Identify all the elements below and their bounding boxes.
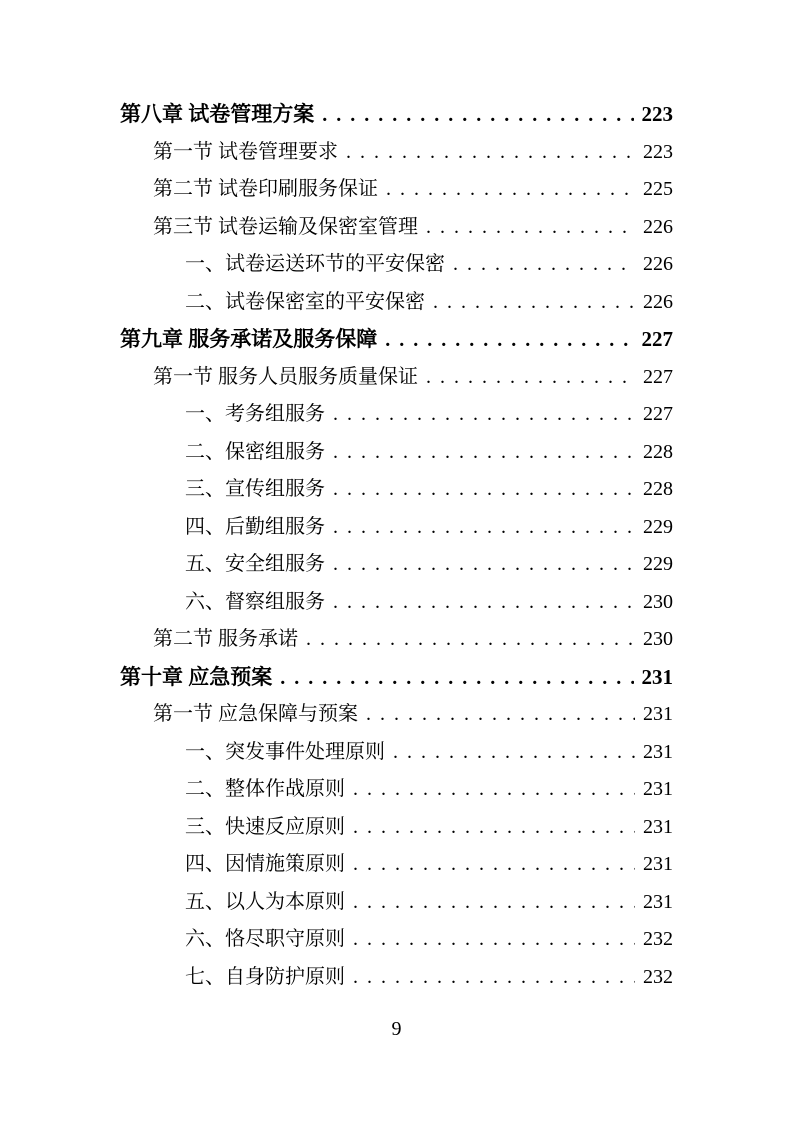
toc-entry-title: 第二节 试卷印刷服务保证	[153, 178, 378, 200]
dot-leader	[353, 809, 635, 847]
dot-leader	[385, 321, 633, 360]
toc-entry-page: 229	[643, 553, 673, 575]
toc-entry-title: 五、安全组服务	[185, 553, 325, 575]
toc-entry-title: 六、恪尽职守原则	[185, 928, 345, 950]
toc-entry-page: 230	[643, 590, 673, 613]
toc-entry-title: 三、快速反应原则	[185, 815, 345, 838]
dot-leader	[353, 921, 635, 959]
toc-entry-title: 四、因情施策原则	[185, 853, 345, 875]
dot-leader	[353, 771, 635, 809]
dot-leader	[433, 284, 635, 322]
dot-leader	[333, 396, 635, 434]
toc-entry-title: 一、突发事件处理原则	[185, 740, 385, 763]
toc-entry-item[interactable]	[120, 546, 673, 584]
toc-entry-page: 227	[643, 365, 673, 388]
toc-entry-page: 225	[643, 178, 673, 200]
toc-entry-item[interactable]	[120, 809, 673, 847]
toc-entry-item[interactable]	[120, 884, 673, 922]
toc-entry-item[interactable]	[120, 396, 673, 434]
toc-entry-page: 227	[641, 327, 673, 351]
toc-entry-item[interactable]	[120, 921, 673, 959]
toc-entry-item[interactable]	[120, 584, 673, 622]
toc-entry-title: 第三节 试卷运输及保密室管理	[153, 215, 418, 238]
toc-entry-page: 226	[643, 290, 673, 313]
toc-entry-page: 223	[641, 102, 673, 126]
toc-entry-section[interactable]	[120, 209, 673, 247]
toc-entry-section[interactable]	[120, 171, 673, 209]
toc-entry-title: 六、督察组服务	[185, 590, 325, 613]
toc-entry-page: 228	[643, 440, 673, 463]
toc-entry-page: 231	[643, 740, 673, 763]
toc-entry-title: 二、保密组服务	[185, 440, 325, 463]
toc-entry-item[interactable]	[120, 959, 673, 997]
dot-leader	[346, 134, 635, 172]
toc-entry-title: 一、试卷运送环节的平安保密	[185, 253, 445, 275]
toc-entry-item[interactable]	[120, 434, 673, 472]
toc-entry-chapter[interactable]	[120, 659, 673, 697]
toc-entry-page: 231	[643, 815, 673, 838]
dot-leader	[426, 209, 635, 247]
dot-leader	[333, 584, 635, 622]
toc-entry-title: 第一节 服务人员服务质量保证	[153, 365, 418, 388]
page-number: 9	[391, 1018, 402, 1040]
dot-leader	[393, 734, 635, 772]
toc-entry-page: 231	[643, 703, 673, 725]
toc-entry-page: 223	[643, 140, 673, 163]
dot-leader	[333, 471, 635, 509]
toc-entry-title: 一、考务组服务	[185, 403, 325, 425]
toc-entry-item[interactable]	[120, 734, 673, 772]
toc-entry-title: 七、自身防护原则	[185, 965, 345, 988]
toc-entry-title: 第二节 服务承诺	[153, 628, 298, 650]
toc-entry-item[interactable]	[120, 246, 673, 284]
table-of-contents	[120, 96, 673, 996]
toc-entry-page: 227	[643, 403, 673, 425]
toc-entry-title: 第八章 试卷管理方案	[120, 102, 315, 126]
toc-entry-section[interactable]	[120, 134, 673, 172]
toc-entry-item[interactable]	[120, 284, 673, 322]
dot-leader	[386, 171, 635, 209]
toc-entry-title: 二、试卷保密室的平安保密	[185, 290, 425, 313]
toc-entry-title: 四、后勤组服务	[185, 515, 325, 538]
toc-entry-item[interactable]	[120, 471, 673, 509]
toc-entry-title: 第一节 试卷管理要求	[153, 140, 338, 163]
toc-entry-section[interactable]	[120, 696, 673, 734]
dot-leader	[333, 434, 635, 472]
toc-entry-page: 231	[641, 664, 673, 689]
dot-leader	[280, 659, 633, 698]
toc-entry-page: 231	[643, 890, 673, 913]
toc-entry-page: 228	[643, 478, 673, 500]
toc-entry-page: 226	[643, 215, 673, 238]
toc-entry-item[interactable]	[120, 509, 673, 547]
toc-entry-section[interactable]	[120, 359, 673, 397]
dot-leader	[426, 359, 635, 397]
toc-entry-page: 231	[643, 778, 673, 800]
dot-leader	[333, 509, 635, 547]
toc-entry-title: 第一节 应急保障与预案	[153, 703, 358, 725]
dot-leader	[333, 546, 635, 584]
toc-entry-page: 232	[643, 928, 673, 950]
toc-entry-page: 231	[643, 853, 673, 875]
dot-leader	[453, 246, 635, 284]
toc-entry-item[interactable]	[120, 771, 673, 809]
toc-entry-title: 二、整体作战原则	[185, 778, 345, 800]
toc-entry-title: 第十章 应急预案	[120, 664, 273, 689]
toc-entry-item[interactable]	[120, 846, 673, 884]
toc-entry-section[interactable]	[120, 621, 673, 659]
toc-entry-title: 第九章 服务承诺及服务保障	[120, 327, 378, 351]
dot-leader	[366, 696, 635, 734]
toc-entry-page: 229	[643, 515, 673, 538]
toc-entry-chapter[interactable]	[120, 321, 673, 359]
dot-leader	[353, 884, 635, 922]
dot-leader	[306, 621, 635, 659]
dot-leader	[353, 959, 635, 997]
dot-leader	[322, 96, 633, 135]
toc-entry-page: 226	[643, 253, 673, 275]
toc-entry-page: 232	[643, 965, 673, 988]
toc-entry-title: 三、宣传组服务	[185, 478, 325, 500]
toc-entry-page: 230	[643, 628, 673, 650]
dot-leader	[353, 846, 635, 884]
toc-entry-title: 五、以人为本原则	[185, 890, 345, 913]
toc-entry-chapter[interactable]	[120, 96, 673, 134]
